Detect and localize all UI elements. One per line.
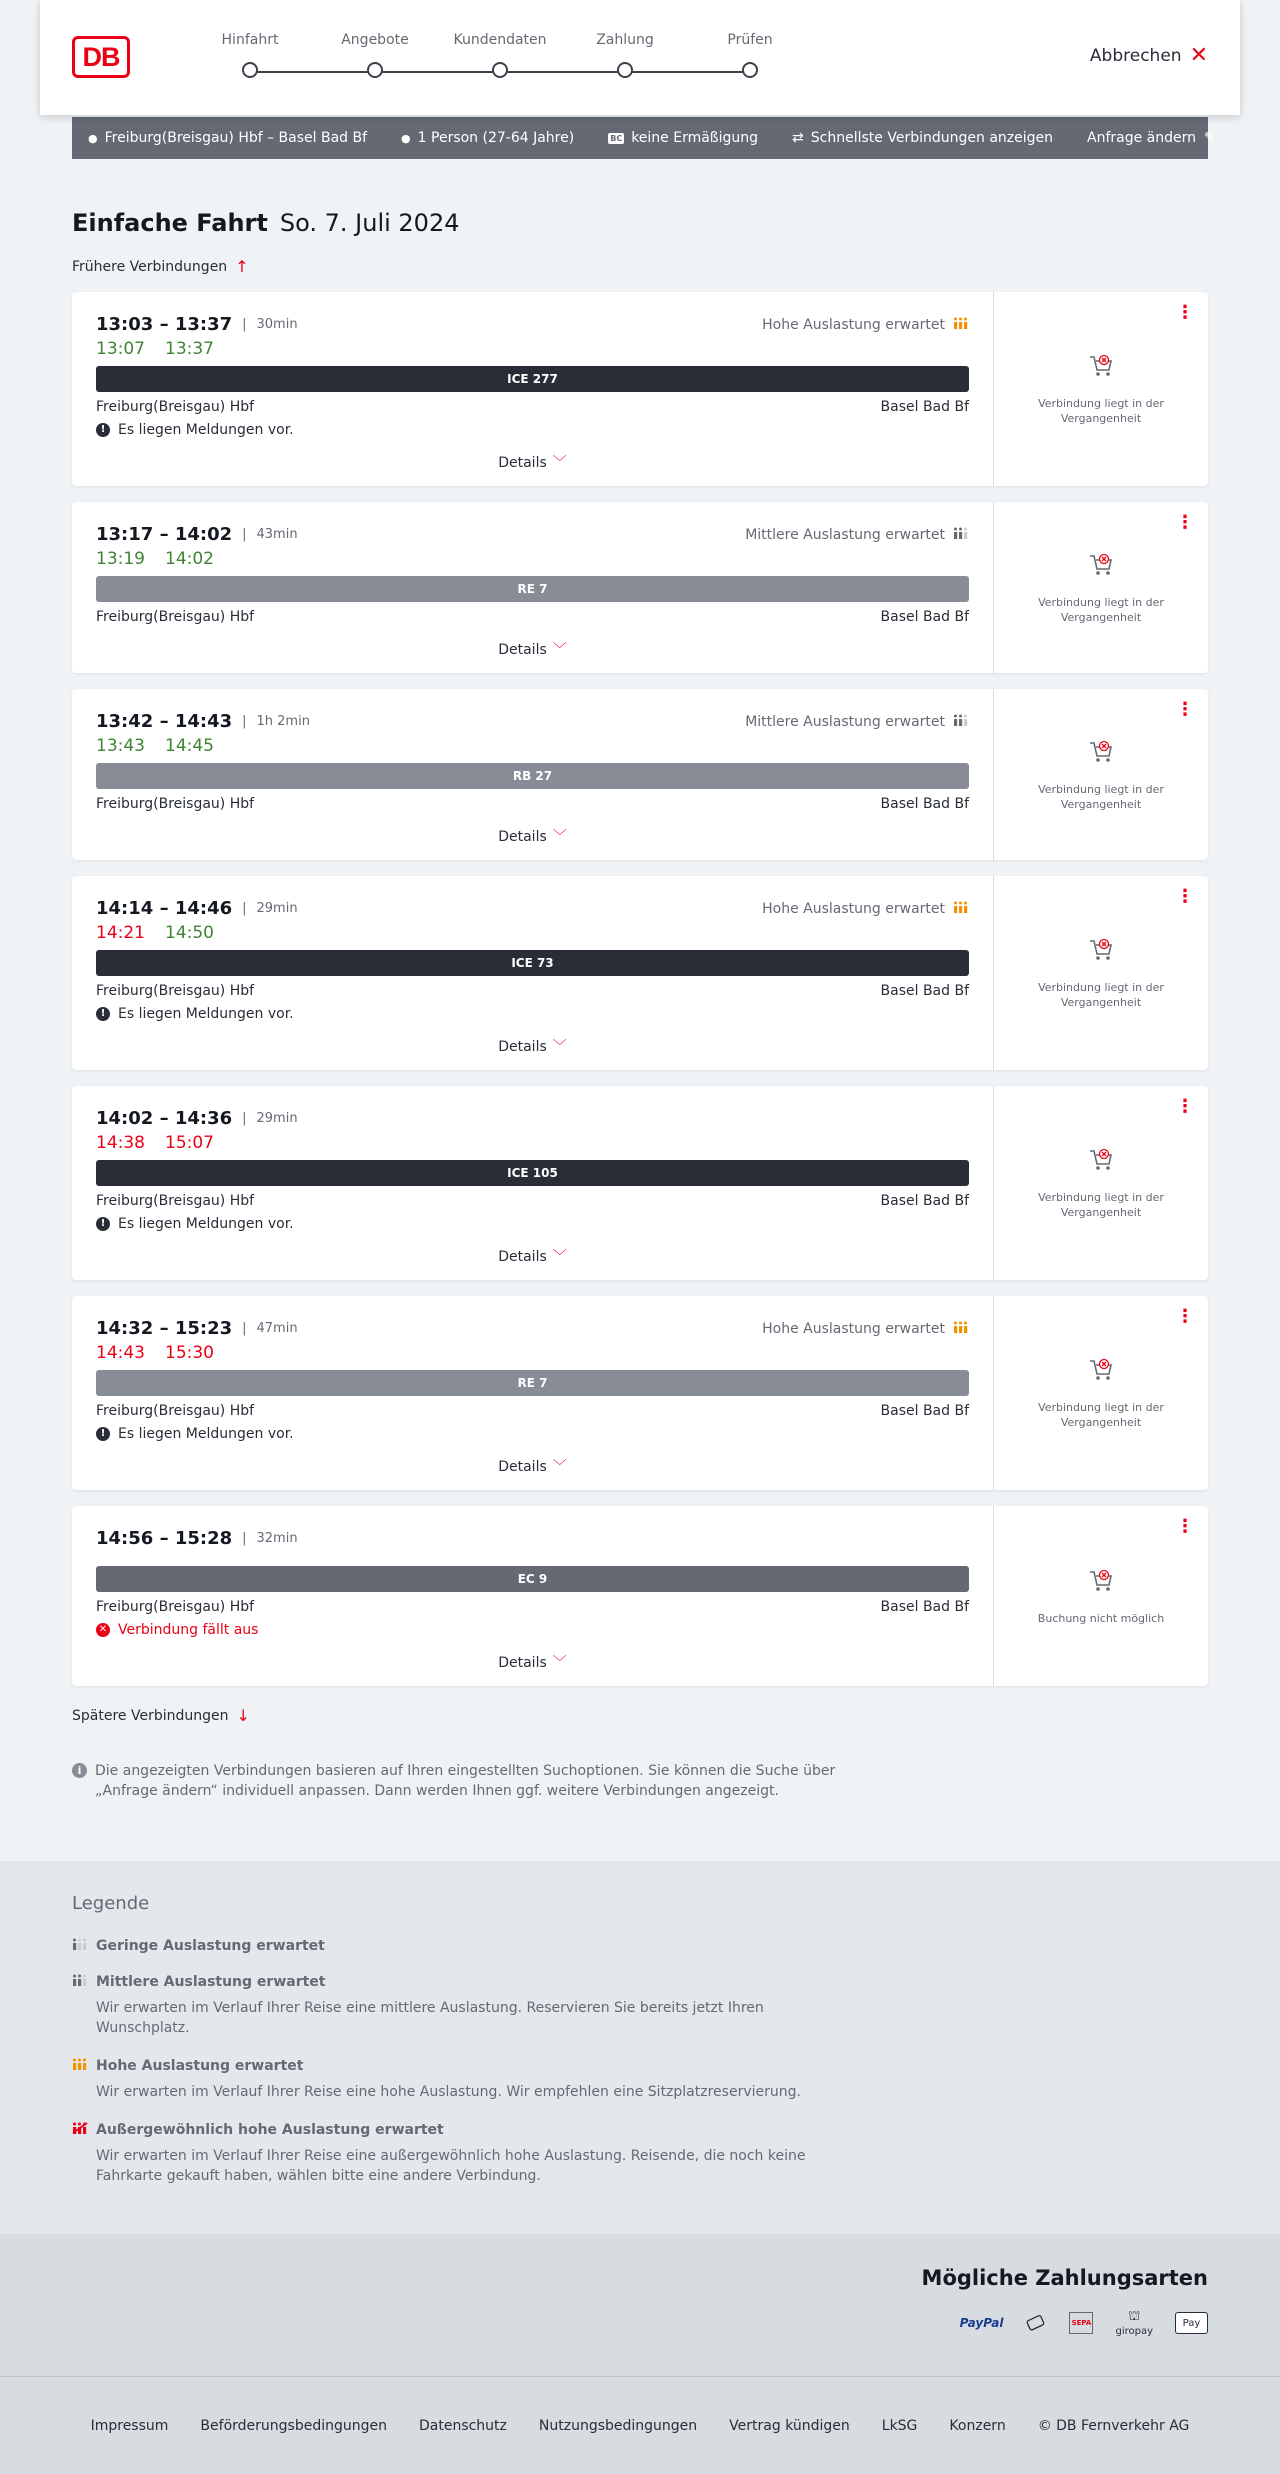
arrow-up-icon: ↑	[235, 257, 249, 276]
details-toggle[interactable]	[96, 625, 969, 673]
arrival-station: Basel Bad Bf	[880, 1403, 969, 1419]
occupancy-text: Hohe Auslastung erwartet	[762, 1320, 945, 1337]
occupancy-text: Hohe Auslastung erwartet	[762, 316, 945, 333]
trip-date: So. 7. Juli 2024	[279, 209, 460, 237]
connection-card[interactable]	[72, 1296, 1208, 1490]
duration: 43min	[256, 527, 298, 542]
occupancy-medium-icon	[953, 527, 969, 543]
departure-station: Freiburg(Breisgau) Hbf	[96, 1403, 255, 1419]
details-label: Details	[498, 1249, 547, 1265]
step-label: Hinfahrt	[221, 32, 279, 48]
connection-main[interactable]	[72, 876, 994, 1070]
connection-card[interactable]	[72, 876, 1208, 1070]
step-zahlung[interactable]	[565, 32, 685, 78]
arrival-station: Basel Bad Bf	[880, 983, 969, 999]
connection-main[interactable]	[72, 689, 994, 860]
arrival-station: Basel Bad Bf	[880, 1599, 969, 1615]
cart-unavailable-icon	[1087, 1567, 1115, 1611]
realtime-arrival: 13:37	[165, 339, 214, 359]
scheduled-times: 14:14 – 14:46	[96, 898, 233, 919]
change-request-button[interactable]	[1087, 130, 1216, 146]
station-row	[96, 1599, 969, 1615]
train-bar[interactable]: ICE 277	[96, 366, 969, 392]
divider: |	[242, 527, 247, 542]
occupancy-info	[762, 1321, 969, 1337]
later-connections-link[interactable]	[72, 1706, 250, 1725]
later-label: Spätere Verbindungen	[72, 1707, 229, 1724]
station-row	[96, 1403, 969, 1419]
connection-list	[72, 292, 1208, 1686]
notice-message	[96, 1426, 969, 1442]
step-dot	[242, 62, 258, 78]
realtime-departure: 13:07	[96, 339, 145, 359]
person-icon: ●	[401, 131, 411, 145]
realtime-departure: 13:19	[96, 549, 145, 569]
footer-link[interactable]: © DB Fernverkehr AG	[1037, 2417, 1190, 2434]
booking-status: Verbindung liegt in der Vergangenheit	[1038, 397, 1164, 425]
legend-item-header	[72, 1974, 1208, 1990]
more-options-icon[interactable]: ⋮	[1176, 1096, 1194, 1117]
chevron-down-icon: ﹀	[552, 1655, 567, 1671]
legend-item-medium	[72, 1974, 1208, 2038]
occupancy-medium-icon	[72, 1974, 88, 1990]
realtime-arrival: 15:07	[165, 1133, 214, 1153]
occupancy-text: Mittlere Auslastung erwartet	[745, 713, 945, 730]
departure-station: Freiburg(Breisgau) Hbf	[96, 609, 255, 625]
realtime-row	[96, 736, 969, 756]
divider: |	[242, 1321, 247, 1336]
duration: 32min	[256, 1531, 298, 1546]
departure-station: Freiburg(Breisgau) Hbf	[96, 399, 255, 415]
message-text: Verbindung fällt aus	[118, 1622, 259, 1638]
page-title	[72, 209, 1208, 237]
step-dot	[367, 62, 383, 78]
chevron-down-icon: ﹀	[552, 1249, 567, 1265]
train-bar[interactable]: RE 7	[96, 1370, 969, 1396]
time-row	[96, 711, 969, 732]
occupancy-info	[762, 901, 969, 917]
legend-item-title: Mittlere Auslastung erwartet	[96, 1974, 326, 1990]
giropay-icon	[1115, 2308, 1153, 2338]
departure-station: Freiburg(Breisgau) Hbf	[96, 983, 255, 999]
cart-unavailable-icon	[1087, 352, 1115, 396]
notice-message	[96, 422, 969, 438]
notice-message	[96, 1216, 969, 1232]
booking-status: Verbindung liegt in der Vergangenheit	[1038, 595, 1164, 624]
details-toggle[interactable]	[96, 1442, 969, 1490]
cancel-button[interactable]	[1089, 43, 1208, 68]
booking-status: Buchung nicht möglich	[1037, 1611, 1165, 1625]
discount-summary[interactable]	[608, 130, 758, 146]
connection-card[interactable]	[72, 292, 1208, 486]
occupancy-high-icon	[953, 317, 969, 333]
footer	[0, 2377, 1280, 2474]
realtime-arrival: 15:30	[165, 1343, 214, 1363]
alert-icon: !	[96, 1007, 110, 1021]
time-row	[96, 314, 969, 335]
time-row	[96, 524, 969, 545]
fastest-toggle[interactable]	[792, 130, 1053, 146]
occupancy-extreme-icon	[72, 2122, 88, 2138]
realtime-row	[96, 923, 969, 943]
close-icon: ✕	[1189, 43, 1208, 68]
scheduled-times: 13:17 – 14:02	[96, 524, 233, 545]
results-container	[72, 209, 1208, 1801]
booking-status: Verbindung liegt in der Vergangenheit	[1038, 1401, 1164, 1429]
time-row	[96, 1108, 969, 1129]
payment-icons	[72, 2308, 1208, 2338]
footer-link[interactable]: Nutzungsbedingungen	[538, 2417, 698, 2434]
realtime-departure: 13:43	[96, 736, 145, 756]
duration: 47min	[256, 1321, 298, 1336]
step-angebote[interactable]	[315, 32, 435, 78]
giropay-symbol: ⛫	[1128, 2309, 1141, 2324]
arrival-station: Basel Bad Bf	[880, 1193, 969, 1209]
scheduled-times: 14:32 – 15:23	[96, 1318, 233, 1339]
search-info-note	[72, 1761, 842, 1801]
occupancy-info	[745, 714, 969, 730]
connection-card[interactable]	[72, 1506, 1208, 1686]
alert-icon: !	[96, 1217, 110, 1231]
legend-item-header	[72, 1938, 1208, 1954]
connection-card[interactable]	[72, 689, 1208, 860]
divider: |	[242, 901, 247, 916]
cart-unavailable-icon	[1087, 738, 1115, 782]
footer-link[interactable]: Vertrag kündigen	[729, 2417, 850, 2434]
realtime-row	[96, 1343, 969, 1363]
paypal-icon: PayPal	[959, 2316, 1004, 2330]
duration: 30min	[256, 317, 298, 332]
divider: |	[242, 714, 247, 729]
realtime-spacer	[96, 1549, 969, 1559]
occupancy-info	[762, 317, 969, 333]
booking-status: Verbindung liegt in der Vergangenheit	[1038, 782, 1164, 811]
more-options-icon[interactable]: ⋮	[1176, 886, 1194, 907]
cancellation-message	[96, 1622, 969, 1638]
details-toggle[interactable]	[96, 438, 969, 486]
connection-main[interactable]	[72, 502, 994, 673]
db-logo[interactable]: DB	[72, 36, 130, 78]
occupancy-medium-icon	[953, 714, 969, 730]
cart-unavailable-icon	[1087, 1356, 1115, 1400]
pencil-icon: ✎	[1204, 130, 1216, 146]
scheduled-times: 13:42 – 14:43	[96, 711, 233, 732]
swap-icon: ⇄	[792, 130, 804, 146]
step-dot	[742, 62, 758, 78]
realtime-row	[96, 549, 969, 569]
duration: 29min	[256, 901, 298, 916]
arrival-station: Basel Bad Bf	[880, 399, 969, 415]
earlier-connections-link[interactable]	[72, 257, 249, 276]
realtime-row	[96, 1133, 969, 1153]
message-text: Es liegen Meldungen vor.	[118, 1216, 294, 1232]
occupancy-high-icon	[953, 901, 969, 917]
step-label: Kundendaten	[453, 32, 547, 48]
realtime-departure: 14:43	[96, 1343, 145, 1363]
chevron-down-icon: ﹀	[552, 642, 567, 658]
legend-item-extreme	[72, 2122, 1208, 2186]
alert-icon: !	[96, 423, 110, 437]
apple-pay-icon: Pay	[1175, 2312, 1208, 2334]
credit-card-icon	[1025, 2312, 1047, 2334]
cart-unavailable-icon	[1087, 1146, 1115, 1190]
details-label: Details	[498, 1655, 547, 1671]
legend-item-high	[72, 2058, 1208, 2102]
booking-panel	[994, 1296, 1208, 1490]
legend-item-header	[72, 2058, 1208, 2074]
divider: |	[242, 1111, 247, 1126]
arrival-station: Basel Bad Bf	[880, 609, 969, 625]
fastest-text: Schnellste Verbindungen anzeigen	[810, 130, 1053, 146]
change-label: Anfrage ändern	[1087, 130, 1196, 146]
step-label: Angebote	[341, 32, 409, 48]
divider: |	[242, 1531, 247, 1546]
legend-item-title: Geringe Auslastung erwartet	[96, 1938, 325, 1954]
info-icon: i	[72, 1763, 87, 1778]
scheduled-times: 13:03 – 13:37	[96, 314, 233, 335]
info-note-text: Die angezeigten Verbindungen basieren auf Ihren eingestellten Suchoptionen. Sie können die Suche über „Anfrage ändern“ individuell anpassen. Dann werden Ihnen ggf. weitere Verbindungen angezeigt.	[95, 1763, 836, 1799]
legend-item-title: Hohe Auslastung erwartet	[96, 2058, 304, 2074]
footer-link[interactable]: Konzern	[949, 2417, 1006, 2434]
realtime-departure: 14:38	[96, 1133, 145, 1153]
details-toggle[interactable]	[96, 812, 969, 860]
top-header	[40, 0, 1240, 115]
cancel-label: Abbrechen	[1089, 46, 1182, 66]
connection-main[interactable]	[72, 1296, 994, 1490]
occupancy-high-icon	[72, 2058, 88, 2074]
booking-panel	[994, 502, 1208, 673]
step-hinfahrt[interactable]	[190, 32, 310, 78]
payment-methods-section	[0, 2234, 1280, 2377]
booking-panel	[994, 689, 1208, 860]
time-row	[96, 1528, 969, 1549]
booking-panel	[994, 1506, 1208, 1686]
arrival-station: Basel Bad Bf	[880, 796, 969, 812]
traveller-text: 1 Person (27-64 Jahre)	[417, 130, 575, 146]
query-summary-bar	[72, 117, 1216, 159]
scheduled-times: 14:56 – 15:28	[96, 1528, 233, 1549]
station-row	[96, 1193, 969, 1209]
occupancy-low-icon	[72, 1938, 88, 1954]
scheduled-times: 14:02 – 14:36	[96, 1108, 233, 1129]
legend-title: Legende	[72, 1893, 150, 1914]
more-options-icon[interactable]: ⋮	[1176, 1306, 1194, 1327]
realtime-arrival: 14:50	[165, 923, 214, 943]
message-text: Es liegen Meldungen vor.	[118, 422, 294, 438]
route-text: Freiburg(Breisgau) Hbf – Basel Bad Bf	[104, 130, 368, 146]
traveller-summary[interactable]	[401, 130, 574, 146]
legend-item-desc: Wir erwarten im Verlauf Ihrer Reise eine mittlere Auslastung. Reservieren Sie bereits jetzt Ihren Wunschplatz.	[96, 2000, 764, 2036]
train-bar[interactable]: RB 27	[96, 763, 969, 789]
alert-icon: !	[96, 1427, 110, 1441]
step-label: Zahlung	[596, 32, 654, 48]
location-pin-icon: ●	[88, 131, 98, 145]
step-label: Prüfen	[727, 32, 773, 48]
details-label: Details	[498, 1459, 547, 1475]
legend-item-desc: Wir erwarten im Verlauf Ihrer Reise eine hohe Auslastung. Wir empfehlen eine Sitzplatzreservierung.	[96, 2084, 801, 2100]
realtime-arrival: 14:45	[165, 736, 214, 756]
details-toggle[interactable]	[96, 1232, 969, 1280]
train-bar[interactable]: RE 7	[96, 576, 969, 602]
station-row	[96, 983, 969, 999]
details-toggle[interactable]	[96, 1022, 969, 1070]
step-pruefen[interactable]	[690, 32, 810, 78]
booking-status: Verbindung liegt in der Vergangenheit	[1038, 981, 1164, 1009]
discount-text: keine Ermäßigung	[631, 130, 759, 146]
details-label: Details	[498, 1039, 547, 1055]
step-kundendaten[interactable]	[440, 32, 560, 78]
duration: 1h 2min	[256, 714, 310, 729]
legend-list	[72, 1938, 1208, 2186]
legend-item-title: Außergewöhnlich hohe Auslastung erwartet	[96, 2122, 444, 2138]
details-label: Details	[498, 642, 547, 658]
step-dot	[492, 62, 508, 78]
legend-item-desc: Wir erwarten im Verlauf Ihrer Reise eine außergewöhnlich hohe Auslastung. Reisende, die noch keine Fahrkarte gekauft haben, wählen bitte eine andere Verbindung.	[96, 2148, 806, 2184]
giropay-label: giropay	[1115, 2326, 1153, 2337]
footer-link[interactable]: Impressum	[90, 2417, 169, 2434]
occupancy-info	[745, 527, 969, 543]
footer-link[interactable]: LkSG	[881, 2417, 918, 2434]
train-bar[interactable]: ICE 105	[96, 1160, 969, 1186]
time-row	[96, 898, 969, 919]
departure-station: Freiburg(Breisgau) Hbf	[96, 1193, 255, 1209]
divider: |	[242, 317, 247, 332]
step-dot	[617, 62, 633, 78]
more-options-icon[interactable]: ⋮	[1176, 699, 1194, 720]
more-options-icon[interactable]: ⋮	[1176, 1516, 1194, 1537]
bahncard-icon: BC	[610, 133, 623, 143]
cart-unavailable-icon	[1087, 551, 1115, 595]
occupancy-text: Hohe Auslastung erwartet	[762, 900, 945, 917]
station-row	[96, 399, 969, 415]
cart-unavailable-icon	[1087, 936, 1115, 980]
connection-main[interactable]	[72, 292, 994, 486]
station-row	[96, 796, 969, 812]
more-options-icon[interactable]: ⋮	[1176, 302, 1194, 323]
footer-link[interactable]: Datenschutz	[418, 2417, 507, 2434]
time-row	[96, 1318, 969, 1339]
realtime-departure: 14:21	[96, 923, 145, 943]
sepa-icon: SEPA	[1069, 2312, 1093, 2334]
duration: 29min	[256, 1111, 298, 1126]
connection-main[interactable]	[72, 1086, 994, 1280]
station-row	[96, 609, 969, 625]
realtime-row	[96, 339, 969, 359]
footer-link[interactable]: Beförderungsbedingungen	[200, 2417, 387, 2434]
notice-message	[96, 1006, 969, 1022]
occupancy-text: Mittlere Auslastung erwartet	[745, 526, 945, 543]
realtime-arrival: 14:02	[165, 549, 214, 569]
occupancy-high-icon	[953, 1321, 969, 1337]
message-text: Es liegen Meldungen vor.	[118, 1426, 294, 1442]
booking-panel	[994, 876, 1208, 1070]
chevron-down-icon: ﹀	[552, 1039, 567, 1055]
chevron-down-icon: ﹀	[552, 829, 567, 845]
legend-section	[0, 1861, 1280, 2234]
payment-title: Mögliche Zahlungsarten	[921, 2266, 1208, 2290]
arrow-down-icon: ↓	[236, 1706, 250, 1725]
train-bar[interactable]: EC 9	[96, 1566, 969, 1592]
legend-item-header	[72, 2122, 1208, 2138]
booking-stepper	[210, 32, 773, 82]
trip-type: Einfache Fahrt	[72, 209, 268, 237]
train-bar[interactable]: ICE 73	[96, 950, 969, 976]
chevron-down-icon: ﹀	[552, 455, 567, 471]
booking-panel	[994, 1086, 1208, 1280]
error-icon: ✕	[96, 1623, 110, 1637]
booking-panel	[994, 292, 1208, 486]
details-label: Details	[498, 455, 547, 471]
legend-item-low	[72, 1938, 1208, 1954]
booking-status: Verbindung liegt in der Vergangenheit	[1038, 1191, 1164, 1219]
more-options-icon[interactable]: ⋮	[1176, 512, 1194, 533]
departure-station: Freiburg(Breisgau) Hbf	[96, 1599, 255, 1615]
details-label: Details	[498, 829, 547, 845]
earlier-label: Frühere Verbindungen	[72, 258, 228, 275]
chevron-down-icon: ﹀	[552, 1459, 567, 1475]
connection-card[interactable]	[72, 502, 1208, 673]
message-text: Es liegen Meldungen vor.	[118, 1006, 294, 1022]
departure-station: Freiburg(Breisgau) Hbf	[96, 796, 255, 812]
connection-main[interactable]	[72, 1506, 994, 1686]
connection-card[interactable]	[72, 1086, 1208, 1280]
details-toggle[interactable]	[96, 1638, 969, 1686]
route-summary[interactable]	[88, 130, 367, 146]
